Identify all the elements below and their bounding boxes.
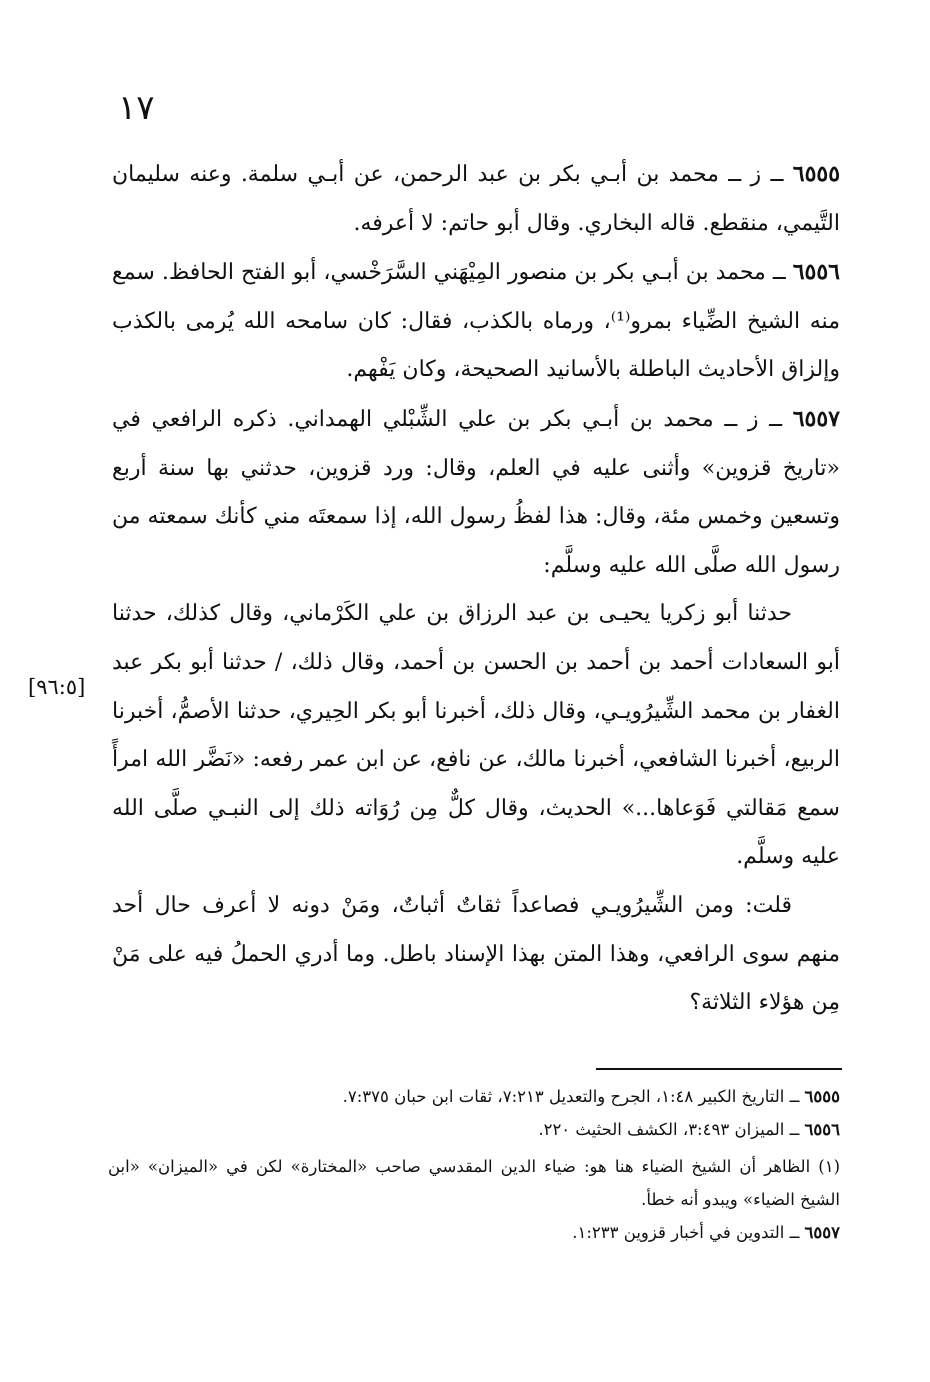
footnote-text: ــ التدوين في أخبار قزوين ١:٢٣٣. — [572, 1223, 805, 1242]
footnote-1 — [108, 1150, 840, 1216]
page-number: ١٧ — [118, 88, 155, 128]
main-text — [112, 150, 840, 1028]
footnote-number: ٦٥٥٦ — [804, 1120, 840, 1139]
footnote-divider — [596, 1068, 842, 1070]
commentary-paragraph: قلت: ومن الشِّيرُويـي فصاعداً ثقاتٌ أثباتٌ، ومَنْ دونه لا أعرف حال أحد منهم سوى الرافعي، وهذا المتن بهذا الإسناد باطل. وما أدري الحملُ فيه على مَنْ مِن هؤلاء الثلاثة؟ — [112, 892, 840, 1016]
entry-6555 — [112, 150, 840, 248]
entry-text: ــ ز ــ محمد بن أبـي بكر بن عبد الرحمن، عن أبـي سلمة. وعنه سليمان التَّيمي، منقطع. قاله البخاري. وقال أبو حاتم: لا أعرفه. — [112, 162, 840, 236]
footnote-6557 — [108, 1216, 840, 1249]
hadith-chain-paragraph: حدثنا أبو زكريا يحيـى بن عبد الرزاق بن علي الكَرْماني، وقال كذلك، حدثنا أبو السعادات أحمد بن أحمد بن الحسن بن أحمد، وقال ذلك، / حدثنا أبو بكر عبد الغفار بن محمد الشِّيرُويـي، وقال ذلك، أخبرنا أبو بكر الحِيري، حدثنا الأصمُّ، أخبرنا الربيع، أخبرنا الشافعي، أخبرنا مالك، عن نافع، عن ابن عمر رفعه: «نَضَّر الله امرأً سمع مَقالتي فَوَعاها...» الحديث، وقال كلٌّ مِن رُوَاته ذلك إلى النبـي صلَّى الله عليه وسلَّم. — [112, 601, 840, 870]
margin-reference: [٩٦:٥] — [28, 675, 86, 699]
footnote-number: ٦٥٥٧ — [804, 1223, 840, 1242]
footnote-text: ــ الميزان ٣:٤٩٣، الكشف الحثيث ٢٢٠. — [538, 1120, 805, 1139]
entry-6556 — [112, 248, 840, 395]
entry-number: ٦٥٥٥ — [792, 161, 841, 187]
footnote-6555 — [108, 1080, 840, 1113]
entry-text: ــ ز ــ محمد بن أبـي بكر بن علي الشِّبْلي الهمداني. ذكره الرافعي في «تاريخ قزوين» وأثنى عليه في العلم، وقال: ورد قزوين، حدثني بها سنة أربع وتسعين وخمس مئة، وقال: هذا لفظُ رسول الله، إذا سمعتَه مني كأنك سمعته من رسول الله صلَّى الله عليه وسلَّم: — [112, 406, 840, 578]
footnote-text: ــ التاريخ الكبير ١:٤٨، الجرح والتعديل ٧:٢١٣، ثقات ابن حبان ٧:٣٧٥. — [342, 1087, 805, 1106]
footnote-text: الظاهر أن الشيخ الضياء هنا هو: ضياء الدين المقدسي صاحب «المختارة» لكن في «الميزان» «ابن الشيخ الضياء» ويبدو أنه خطأ. — [108, 1157, 840, 1209]
entry-text: ــ محمد بن أبـي بكر بن منصور المِيْهَني السَّرَخْسي، أبو الفتح الحافظ. سمع منه الشيخ الضِّياء بمرو⁽¹⁾، ورماه بالكذب، فقال: كان سامحه الله يُرمى بالكذب وإلزاق الأحاديث الباطلة بالأسانيد الصحيحة، وكان يَفْهم. — [112, 260, 840, 383]
footnotes — [108, 1080, 840, 1249]
footnote-number: (١) — [818, 1157, 840, 1176]
entry-number: ٦٥٥٧ — [792, 405, 840, 432]
entry-number: ٦٥٥٦ — [792, 259, 840, 286]
entry-6557 — [112, 395, 840, 590]
footnote-6556 — [108, 1113, 840, 1146]
footnote-number: ٦٥٥٥ — [804, 1087, 840, 1106]
